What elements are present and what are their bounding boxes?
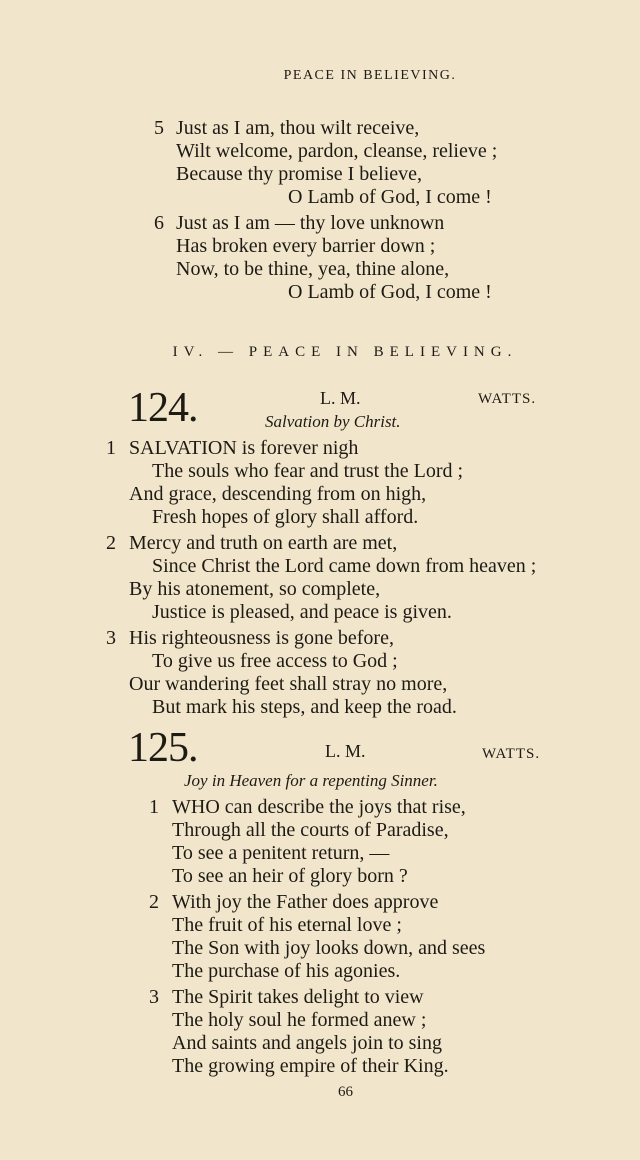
verse-line: With joy the Father does approve xyxy=(172,891,439,913)
running-header: PEACE IN BELIEVING. xyxy=(283,68,457,83)
stanza-number: 2 xyxy=(149,891,159,913)
verse-line: Through all the courts of Paradise, xyxy=(172,819,449,841)
hymn-author: WATTS. xyxy=(478,391,537,407)
verse-line: The fruit of his eternal love ; xyxy=(172,914,402,936)
verse-line: And saints and angels join to sing xyxy=(172,1032,442,1054)
hymn-meter: L. M. xyxy=(325,741,366,761)
hymn-number: 124. xyxy=(128,385,198,431)
page-number: 66 xyxy=(338,1084,353,1100)
verse-refrain: O Lamb of God, I come ! xyxy=(288,186,492,208)
verse-line: Fresh hopes of glory shall afford. xyxy=(152,506,419,528)
hymn-author: WATTS. xyxy=(482,746,541,762)
verse-line: His righteousness is gone before, xyxy=(129,627,394,649)
verse-line: To see a penitent return, — xyxy=(172,842,390,864)
verse-line: The growing empire of their King. xyxy=(172,1055,449,1077)
verse-line: Mercy and truth on earth are met, xyxy=(129,532,398,554)
verse-line: SALVATION is forever nigh xyxy=(129,437,359,459)
hymn-subtitle: Joy in Heaven for a repenting Sinner. xyxy=(184,771,438,790)
verse-line: The souls who fear and trust the Lord ; xyxy=(152,460,464,482)
verse-line: The purchase of his agonies. xyxy=(172,960,401,982)
verse-line: Since Christ the Lord came down from heaven ; xyxy=(152,555,537,577)
stanza-number: 3 xyxy=(149,986,159,1008)
stanza-number: 1 xyxy=(106,437,116,459)
verse-line: Justice is pleased, and peace is given. xyxy=(152,601,452,623)
stanza-number: 6 xyxy=(154,212,164,234)
verse-line: And grace, descending from on high, xyxy=(129,483,427,505)
hymn-meter: L. M. xyxy=(320,388,361,408)
verse-line: WHO can describe the joys that rise, xyxy=(172,796,466,818)
hymn-number: 125. xyxy=(128,725,198,771)
stanza-number: 5 xyxy=(154,117,164,139)
verse-line: But mark his steps, and keep the road. xyxy=(152,696,457,718)
stanza-number: 3 xyxy=(106,627,116,649)
verse-line: By his atonement, so complete, xyxy=(129,578,381,600)
verse-line: Just as I am — thy love unknown xyxy=(176,212,445,234)
verse-line: Our wandering feet shall stray no more, xyxy=(129,673,448,695)
verse-line: To see an heir of glory born ? xyxy=(172,865,408,887)
verse-line: Just as I am, thou wilt receive, xyxy=(176,117,420,139)
verse-line: Wilt welcome, pardon, cleanse, relieve ; xyxy=(176,140,498,162)
verse-line: The Son with joy looks down, and sees xyxy=(172,937,486,959)
verse-line: To give us free access to God ; xyxy=(152,650,398,672)
verse-line: Now, to be thine, yea, thine alone, xyxy=(176,258,450,280)
hymn-subtitle: Salvation by Christ. xyxy=(265,412,401,431)
verse-refrain: O Lamb of God, I come ! xyxy=(288,281,492,303)
stanza-number: 2 xyxy=(106,532,116,554)
stanza-number: 1 xyxy=(149,796,159,818)
verse-line: Has broken every barrier down ; xyxy=(176,235,436,257)
verse-line: The Spirit takes delight to view xyxy=(172,986,424,1008)
verse-line: Because thy promise I believe, xyxy=(176,163,423,185)
verse-line: The holy soul he formed anew ; xyxy=(172,1009,427,1031)
section-title: IV. — PEACE IN BELIEVING. xyxy=(172,344,518,360)
